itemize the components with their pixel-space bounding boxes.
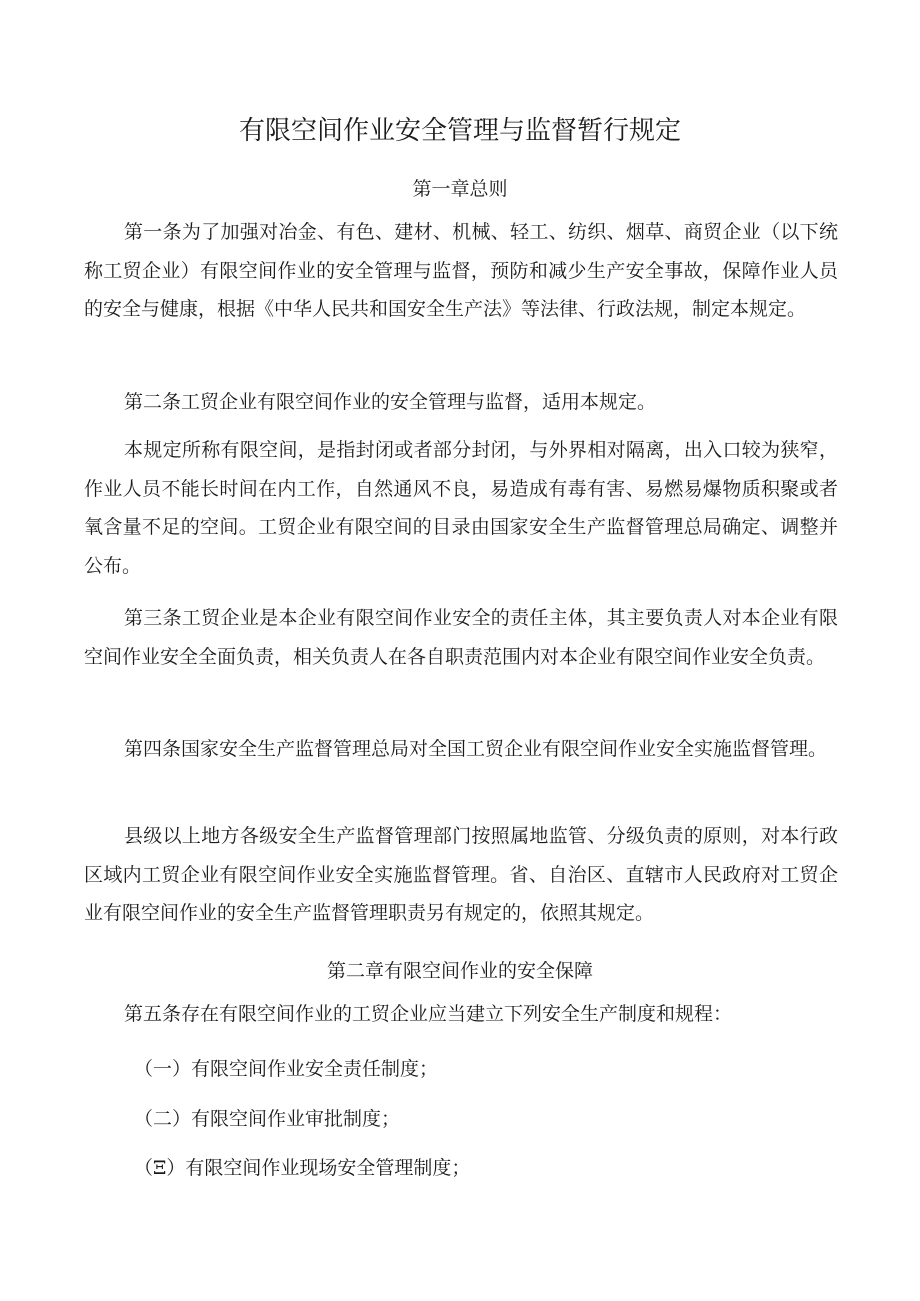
article-4-paragraph: 第四条国家安全生产监督管理总局对全国工贸企业有限空间作业安全实施监督管理。 <box>124 738 828 760</box>
list-item: （一）有限空间作业安全责任制度； <box>134 1058 439 1080</box>
article-1-paragraph: 第一条为了加强对冶金、有色、建材、机械、轻工、纺织、烟草、商贸企业（以下统称工贸企业）有限空间作业的安全管理与监督，预防和减少生产安全事故，保障作业人员的安全与健康，根据《中华人民共和国安全生产法》等法律、行政法规，制定本规定。 <box>84 221 838 320</box>
chapter-heading: 第二章有限空间作业的安全保障 <box>326 960 593 982</box>
document-title: 有限空间作业安全管理与监督暂行规定 <box>238 116 681 146</box>
chapter-heading: 第一章总则 <box>412 178 508 200</box>
article-5-paragraph: 第五条存在有限空间作业的工贸企业应当建立下列安全生产制度和规程： <box>124 1003 733 1025</box>
article-3-paragraph: 第三条工贸企业是本企业有限空间作业安全的责任主体，其主要负责人对本企业有限空间作业安全全面负责，相关负责人在各自职责范围内对本企业有限空间作业安全负责。 <box>84 607 838 668</box>
list-item: （二）有限空间作业审批制度； <box>134 1108 401 1130</box>
list-item: （Ξ）有限空间作业现场安全管理制度； <box>134 1157 471 1179</box>
article-2-paragraph: 第二条工贸企业有限空间作业的安全管理与监督，适用本规定。 <box>124 391 657 413</box>
local-supervision-paragraph: 县级以上地方各级安全生产监督管理部门按照属地监管、分级负责的原则，对本行政区域内工贸企业有限空间作业安全实施监督管理。省、自治区、直辖市人民政府对工贸企业有限空间作业的安全生产监督管理职责另有规定的，依照其规定。 <box>84 825 838 924</box>
definition-paragraph: 本规定所称有限空间，是指封闭或者部分封闭，与外界相对隔离，出入口较为狭窄，作业人员不能长时间在内工作，自然通风不良，易造成有毒有害、易燃易爆物质积聚或者氧含量不足的空间。工贸企业有限空间的目录由国家安全生产监督管理总局确定、调整并公布。 <box>84 439 838 577</box>
